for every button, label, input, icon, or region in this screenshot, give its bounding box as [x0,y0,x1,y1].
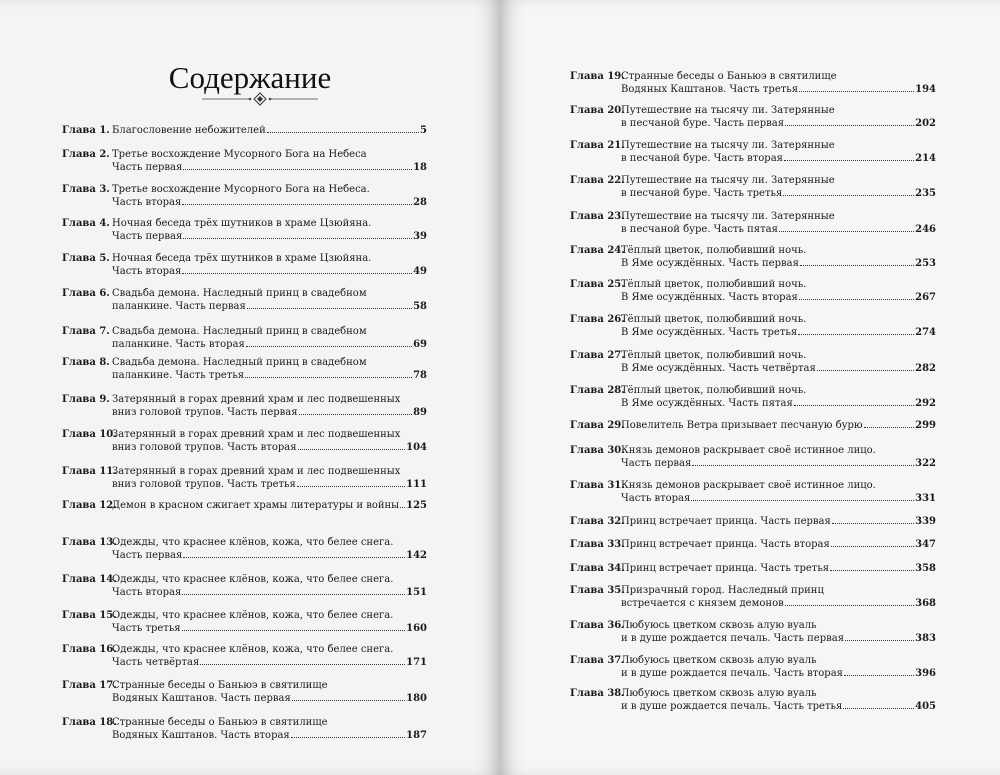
page-number: 171 [406,657,427,668]
page-number: 49 [413,266,427,277]
chapter-number: Глава 25. [570,279,625,290]
chapter-title-line: Часть четвёртая [112,657,200,668]
chapter-number: Глава 14. [62,574,117,585]
page-number: 58 [413,301,427,312]
dot-leader [784,160,914,161]
dot-leader [691,500,914,501]
chapter-number: Глава 27. [570,350,625,361]
chapter-number: Глава 33. [570,539,625,550]
chapter-title-line: Призрачный город. Наследный принц [621,585,824,596]
chapter-title-line: Путешествие на тысячу ли. Затерянные [621,105,835,116]
chapter-number: Глава 8. [62,357,110,368]
chapter-title-line: вниз головой трупов. Часть первая [112,407,298,418]
chapter-number: Глава 19. [570,71,625,82]
chapter-number: Глава 36. [570,620,625,631]
chapter-title-line: в песчаной буре. Часть пятая [621,224,778,235]
chapter-title-line: В Яме осуждённых. Часть пятая [621,398,793,409]
chapter-title-line: Принц встречает принца. Часть вторая [621,539,830,550]
chapter-title-line: Ночная беседа трёх шутников в храме Цзюйяна. [112,218,372,229]
dot-leader [183,557,405,558]
chapter-number: Глава 15. [62,610,117,621]
chapter-title-line: Свадьба демона. Наследный принц в свадебном [112,288,367,299]
chapter-number: Глава 17. [62,680,117,691]
dot-leader [400,507,405,508]
chapter-title-line: В Яме осуждённых. Часть четвёртая [621,363,816,374]
page-number: 202 [915,118,936,129]
page-number: 5 [420,125,427,136]
dot-leader [844,675,914,676]
page-number: 405 [915,701,936,712]
chapter-number: Глава 7. [62,326,110,337]
dot-leader [817,370,914,371]
dot-leader [831,546,914,547]
chapter-number: Глава 31. [570,480,625,491]
chapter-title-line: Тёплый цветок, полюбивший ночь. [621,279,807,290]
page-number: 160 [406,623,427,634]
chapter-title-line: Часть вторая [112,197,182,208]
dot-leader [246,346,412,347]
chapter-title-line: Тёплый цветок, полюбивший ночь. [621,350,807,361]
chapter-title-line: В Яме осуждённых. Часть первая [621,258,799,269]
dot-leader [182,630,406,631]
page-number: 104 [406,442,427,453]
chapter-title-line: вниз головой трупов. Часть вторая [112,442,297,453]
dot-leader [785,605,914,606]
dot-leader [182,594,405,595]
chapter-number: Глава 13. [62,537,117,548]
chapter-title-line: Тёплый цветок, полюбивший ночь. [621,314,807,325]
chapter-title-line: Странные беседы о Баньюэ в святилище [112,717,328,728]
page-number: 28 [413,197,427,208]
dot-leader [692,465,914,466]
chapter-title-line: Часть первая [112,550,183,561]
chapter-title-line: Любуюсь цветком сквозь алую вуаль [621,655,817,666]
chapter-title-line: Третье восхождение Мусорного Бога на Небеса [112,149,367,160]
dot-leader [832,523,914,524]
chapter-title-line: Принц встречает принца. Часть третья [621,563,830,574]
chapter-title-line: Часть вторая [112,266,182,277]
chapter-number: Глава 21. [570,140,625,151]
dot-leader [183,169,412,170]
page-number: 151 [406,587,427,598]
chapter-number: Глава 6. [62,288,110,299]
chapter-number: Глава 34. [570,563,625,574]
chapter-title-line: Водяных Каштанов. Часть первая [112,693,291,704]
chapter-title-line: Часть первая [112,162,183,173]
chapter-title-line: Повелитель Ветра призывает песчаную бурю [621,420,863,431]
page-number: 39 [413,231,427,242]
page-number: 396 [915,668,936,679]
chapter-title-line: Странные беседы о Баньюэ в святилище [621,71,837,82]
page-number: 125 [406,500,427,511]
page-number: 235 [915,188,936,199]
page-number: 214 [915,153,936,164]
dot-leader [783,195,914,196]
page-number: 187 [406,730,427,741]
chapter-number: Глава 10. [62,429,117,440]
chapter-title-line: Свадьба демона. Наследный принц в свадебном [112,326,367,337]
page-number: 299 [915,420,936,431]
page-number: 339 [915,516,936,527]
chapter-number: Глава 9. [62,394,110,405]
chapter-number: Глава 20. [570,105,625,116]
page-number: 69 [413,339,427,350]
page-number: 142 [406,550,427,561]
dot-leader [864,427,914,428]
dot-leader [845,640,914,641]
chapter-number: Глава 22. [570,175,625,186]
chapter-number: Глава 18. [62,717,117,728]
chapter-title-line: в песчаной буре. Часть вторая [621,153,783,164]
page-number: 274 [915,327,936,338]
chapter-title-line: Затерянный в горах древний храм и лес подвешенных [112,394,401,405]
page-number: 111 [406,479,427,490]
dot-leader [183,238,412,239]
dot-leader [267,132,419,133]
page-number: 180 [406,693,427,704]
chapter-number: Глава 28. [570,385,625,396]
chapter-title-line: Третье восхождение Мусорного Бога на Небеса. [112,184,370,195]
chapter-title-line: Путешествие на тысячу ли. Затерянные [621,211,835,222]
page-number: 322 [915,458,936,469]
chapter-number: Глава 1. [62,125,110,136]
chapter-title-line: В Яме осуждённых. Часть третья [621,327,798,338]
dot-leader [291,737,405,738]
page-number: 282 [915,363,936,374]
chapter-title-line: и в душе рождается печаль. Часть первая [621,633,845,644]
dot-leader [785,125,914,126]
dot-leader [297,486,405,487]
chapter-title-line: и в душе рождается печаль. Часть вторая [621,668,843,679]
chapter-title-line: Затерянный в горах древний храм и лес подвешенных [112,429,401,440]
dot-leader [200,664,405,665]
page-number: 347 [915,539,936,550]
title-ornament-icon [200,92,320,106]
page-number: 368 [915,598,936,609]
chapter-number: Глава 3. [62,184,110,195]
chapter-title-line: Князь демонов раскрывает своё истинное лицо. [621,445,876,456]
chapter-title-line: вниз головой трупов. Часть третья [112,479,296,490]
dot-leader [245,377,412,378]
chapter-number: Глава 26. [570,314,625,325]
chapter-number: Глава 23. [570,211,625,222]
chapter-title-line: Путешествие на тысячу ли. Затерянные [621,140,835,151]
chapter-title-line: Благословение небожителей [112,125,266,136]
chapter-title-line: Часть первая [621,458,692,469]
chapter-number: Глава 12. [62,500,117,511]
page-number: 331 [915,493,936,504]
chapter-title-line: Водяных Каштанов. Часть вторая [112,730,290,741]
chapter-title-line: Часть вторая [112,587,182,598]
chapter-title-line: Тёплый цветок, полюбивший ночь. [621,245,807,256]
chapter-number: Глава 11. [62,466,117,477]
dot-leader [794,405,914,406]
page-number: 358 [915,563,936,574]
page-number: 383 [915,633,936,644]
chapter-title-line: Одежды, что краснее клёнов, кожа, что белее снега. [112,644,394,655]
chapter-title-line: Любуюсь цветком сквозь алую вуаль [621,620,817,631]
chapter-title-line: Странные беседы о Баньюэ в святилище [112,680,328,691]
chapter-title-line: Ночная беседа трёх шутников в храме Цзюйяна. [112,253,372,264]
page-number: 267 [915,292,936,303]
dot-leader [799,299,914,300]
chapter-number: Глава 35. [570,585,625,596]
page-number: 292 [915,398,936,409]
chapter-title-line: в песчаной буре. Часть первая [621,118,785,129]
chapter-number: Глава 37. [570,655,625,666]
chapter-title-line: Одежды, что краснее клёнов, кожа, что белее снега. [112,610,394,621]
dot-leader [182,204,412,205]
chapter-title-line: Одежды, что краснее клёнов, кожа, что белее снега. [112,574,394,585]
page-number: 253 [915,258,936,269]
chapter-title-line: В Яме осуждённых. Часть вторая [621,292,798,303]
dot-leader [843,708,914,709]
chapter-title-line: паланкине. Часть третья [112,370,245,381]
chapter-title-line: Часть третья [112,623,181,634]
dot-leader [182,273,412,274]
chapter-title-line: Принц встречает принца. Часть первая [621,516,831,527]
page-number: 18 [413,162,427,173]
dot-leader [299,414,413,415]
chapter-title-line: Часть вторая [621,493,691,504]
dot-leader [830,570,914,571]
chapter-number: Глава 5. [62,253,110,264]
chapter-title-line: Путешествие на тысячу ли. Затерянные [621,175,835,186]
chapter-number: Глава 4. [62,218,110,229]
chapter-title-line: Часть первая [112,231,183,242]
right-page [500,0,1000,775]
dot-leader [798,334,914,335]
page-number: 78 [413,370,427,381]
chapter-number: Глава 24. [570,245,625,256]
chapter-title-line: в песчаной буре. Часть третья [621,188,783,199]
page-number: 246 [915,224,936,235]
dot-leader [247,308,412,309]
chapter-number: Глава 29. [570,420,625,431]
chapter-number: Глава 38. [570,688,625,699]
page-number: 89 [413,407,427,418]
chapter-number: Глава 32. [570,516,625,527]
dot-leader [779,231,914,232]
dot-leader [292,700,405,701]
chapter-title-line: Любуюсь цветком сквозь алую вуаль [621,688,817,699]
chapter-title-line: Водяных Каштанов. Часть третья [621,84,799,95]
dot-leader [298,449,406,450]
dot-leader [800,265,914,266]
dot-leader [799,91,914,92]
page-title: Содержание [168,60,332,95]
chapter-number: Глава 30. [570,445,625,456]
chapter-title-line: Демон в красном сжигает храмы литературы и войны [112,500,400,511]
chapter-title-line: Князь демонов раскрывает своё истинное лицо. [621,480,876,491]
chapter-title-line: встречается с князем демонов [621,598,784,609]
chapter-number: Глава 2. [62,149,110,160]
chapter-title-line: Одежды, что краснее клёнов, кожа, что белее снега. [112,537,394,548]
chapter-title-line: паланкине. Часть вторая [112,339,245,350]
chapter-title-line: паланкине. Часть первая [112,301,246,312]
chapter-title-line: Затерянный в горах древний храм и лес подвешенных [112,466,401,477]
chapter-title-line: Тёплый цветок, полюбивший ночь. [621,385,807,396]
page-number: 194 [915,84,936,95]
chapter-title-line: Свадьба демона. Наследный принц в свадебном [112,357,367,368]
chapter-title-line: и в душе рождается печаль. Часть третья [621,701,843,712]
chapter-number: Глава 16. [62,644,117,655]
